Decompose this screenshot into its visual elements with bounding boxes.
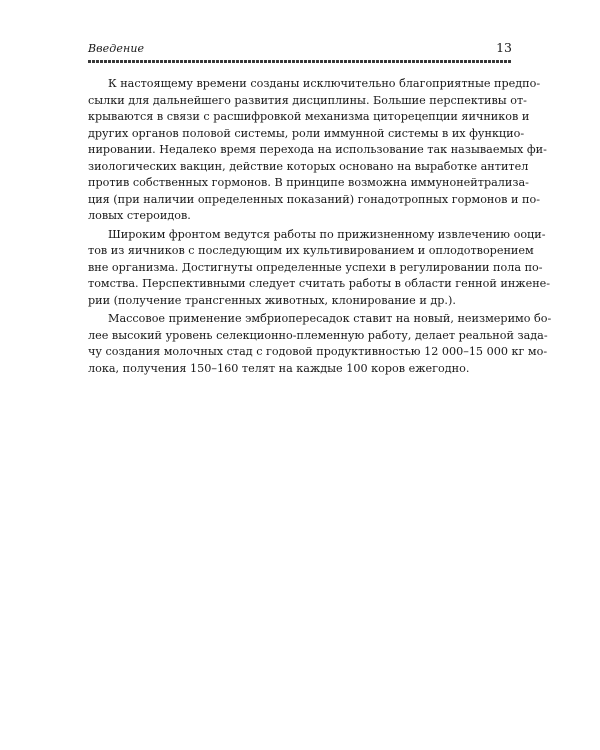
text-line: нировании. Недалеко время перехода на использование так называемых фи-	[88, 143, 547, 156]
text-line: крываются в связи с расшифровкой механизма циторецепции яичников и	[88, 110, 530, 123]
text-line: рии (получение трансгенных животных, клонирование и др.).	[88, 293, 456, 307]
paragraph	[88, 76, 547, 225]
text-line: лока, получения 150–160 телят на каждые 100 коров ежегодно.	[88, 361, 470, 375]
text-line: Широким фронтом ведутся работы по прижизненному извлечению ооци-	[108, 227, 546, 241]
paragraph	[88, 311, 552, 377]
text-line: Массовое применение эмбриопересадок ставит на новый, неизмеримо бо-	[108, 312, 552, 325]
text-line: других органов половой системы, роли иммунной системы в их функцио-	[88, 126, 525, 140]
text-line: лее высокий уровень селекционно-племенную работу, делает реальной зада-	[88, 328, 548, 342]
text-line: ловых стероидов.	[88, 209, 191, 222]
text-line: против собственных гормонов. В принципе возможна иммунонейтрализа-	[88, 176, 529, 189]
text-line: томства. Перспективными следует считать работы в области генной инжене-	[88, 277, 551, 290]
paragraph	[88, 227, 551, 310]
body-text	[88, 76, 552, 379]
text-line: тов из яичников с последующим их культивированием и оплодотворением	[88, 244, 534, 257]
text-line: сылки для дальнейшего развития дисциплины. Большие перспективы от-	[88, 93, 527, 107]
text-line: К настоящему времени созданы исключительно благоприятные предпо-	[108, 77, 541, 90]
header-rule	[88, 60, 512, 63]
page-number: 13	[496, 40, 512, 55]
text-line: ция (при наличии определенных показаний) гонадотропных гормонов и по-	[88, 192, 540, 206]
running-head: Введение	[88, 42, 145, 55]
page-header	[88, 38, 512, 58]
text-line: вне организма. Достигнуты определенные успехи в регулировании пола по-	[88, 260, 543, 274]
text-line: зиологических вакцин, действие которых основано на выработке антител	[88, 159, 529, 173]
text-line: чу создания молочных стад с годовой продуктивностью 12 000–15 000 кг мо-	[88, 345, 548, 358]
